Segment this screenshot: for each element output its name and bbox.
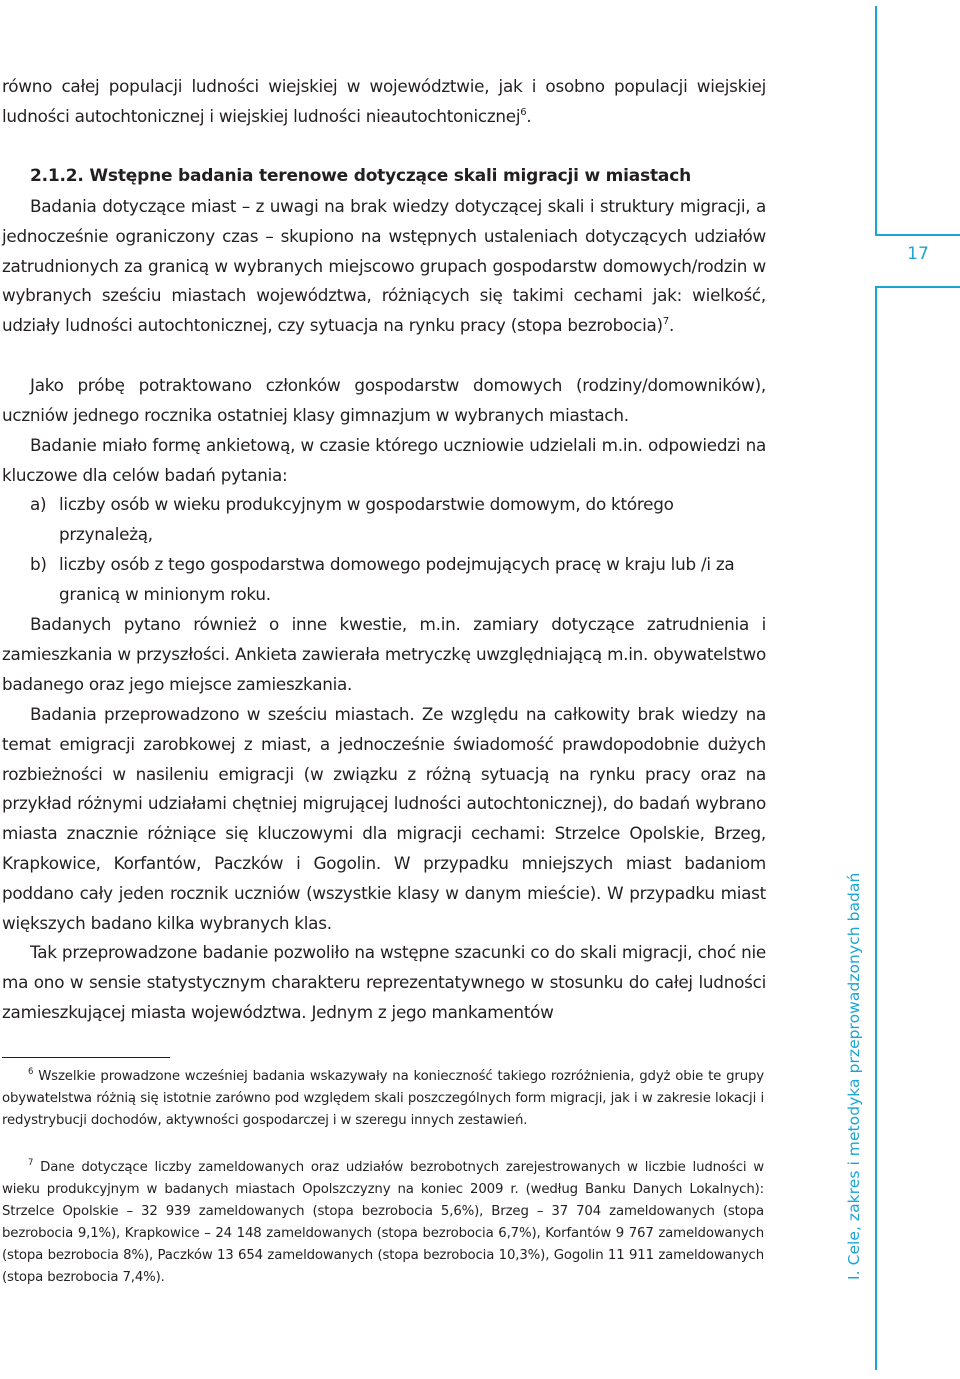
page-number: 17 [907,244,929,264]
paragraph-tail: . [668,315,675,336]
paragraph-text: Badania dotyczące miast – z uwagi na brak wiedzy dotyczącej skali i struktury migracji, a jednocześnie ograniczony czas – skupiono na wstępnych ustaleniach dotyczących udziałów zatrudnionych za granicą w wybranych miejscowo grupach gospodarstw domowych/rodzin w wybranych sześciu miastach województwa, różniących się takimi cechami jak: wielkość, udziały ludności autochtonicznej, czy sytuacja na rynku pracy (stopa bezrobocia) [2,196,766,336]
footnote-text: Dane dotyczące liczby zameldowanych oraz udziałów bezrobotnych zarejestrowanych w liczbie ludności w wieku produkcyjnym w badanych miastach Opolszczyzny na koniec 2009 r. (według Banku Danych Lokalnych): Strzelce Opolskie – 32 939 zameldowanych (stopa bezrobocia 5,6%), Brzeg – 37 704 zameldowanych (stopa bezrobocia 9,1%), Krapkowice – 24 148 zameldowanych (stopa bezrobocia 6,7%), Korfantów 9 767 zameldowanych (stopa bezrobocia 8%), Paczków 13 654 zameldowanych (stopa bezrobocia 10,3%), Gogolin 11 911 zameldowanych (stopa bezrobocia 7,4%). [2,1160,764,1285]
footnote-6 [2,1066,764,1132]
list-item [2,490,766,550]
footnote-divider [2,1057,170,1058]
footnote-7 [2,1157,764,1289]
sidebar-rule-bottom [875,287,877,1370]
footnote-number: 7 [28,1158,34,1168]
page-number-box-bottom [875,286,960,288]
paragraph-survey: Badanie miało formę ankietową, w czasie którego uczniowie udzielali m.in. odpowiedzi na kluczowe dla celów badań pytania: [2,435,766,485]
list-marker: a) [30,494,47,514]
footnote-text: Wszelkie prowadzone wcześniej badania wskazywały na konieczność takiego rozróżnienia, gdyż obie te grupy obywatelstwa różnią się istotnie zarówno pod względem skali poszczególnych form migracji, jak i w zakresie lokacji i redystrybucji dochodów, aktywności gospodarczej i w szeregu innych zestawień. [2,1069,764,1128]
running-chapter-title: I. Cele, zakres i metodyka przeprowadzonych badań [845,872,863,1280]
paragraph-cities-selection: Badania przeprowadzono w sześciu miastach. Ze względu na całkowity brak wiedzy na temat emigracji zarobkowej z miast, a jednocześnie świadomość prawdopodobnie dużych rozbieżności w nasileniu emigracji (w związku z różną sytuacją na rynku pracy oraz na przykład różnymi udziałami chętniej migrującej ludności autochtonicznej), do badań wybrano miasta znacznie różniące się kluczowymi dla migracji cechami: Strzelce Opolskie, Brzeg, Krapkowice, Korfantów, Paczków i Gogolin. W przypadku mniejszych miast badaniom poddano cały jeden rocznik uczniów (wszystkie klasy w danym mieście). W przypadku miast większych badano kilka wybranych klas. [2,704,766,933]
list-item-text: liczby osób z tego gospodarstwa domowego podejmujących pracę w kraju lub /i za granicą w minionym roku. [59,554,735,604]
list-marker: b) [30,554,47,574]
footnote-number: 6 [28,1067,34,1077]
paragraph-cities-study [2,192,766,341]
paragraph-text: równo całej populacji ludności wiejskiej w województwie, jak i osobno populacji wiejskiej ludności autochtonicznej i wiejskiej ludności nieautochtonicznej [2,76,766,126]
paragraph-continuation [2,72,766,132]
paragraph-limitations: Tak przeprowadzone badanie pozwoliło na wstępne szacunki co do skali migracji, choć nie ma ono w sensie statystycznym charakteru reprezentatywnego w stosunku do całej ludności zamieszkującej miasta województwa. Jednym z jego mankamentów [2,942,766,1022]
footnote-ref-6[interactable]: 6 [520,106,527,118]
paragraph-tail: . [526,105,532,126]
sidebar-rule-top [875,6,877,235]
page-number-box-top [875,234,960,236]
footnote-ref-7[interactable]: 7 [662,316,669,328]
list-item [2,550,766,610]
list-item-text: liczby osób w wieku produkcyjnym w gospodarstwie domowym, do którego przynależą, [59,494,674,544]
paragraph-sample: Jako próbę potraktowano członków gospodarstw domowych (rodziny/domowników), uczniów jednego rocznika ostatniej klasy gimnazjum w wybranych miastach. [2,375,766,425]
paragraph-other-questions: Badanych pytano również o inne kwestie, m.in. zamiary dotyczące zatrudnienia i zamieszkania w przyszłości. Ankieta zawierała metryczkę uwzględniającą m.in. obywatelstwo badanego oraz jego miejsce zamieszkania. [2,614,766,694]
section-heading: 2.1.2. Wstępne badania terenowe dotyczące skali migracji w miastach [30,166,691,186]
